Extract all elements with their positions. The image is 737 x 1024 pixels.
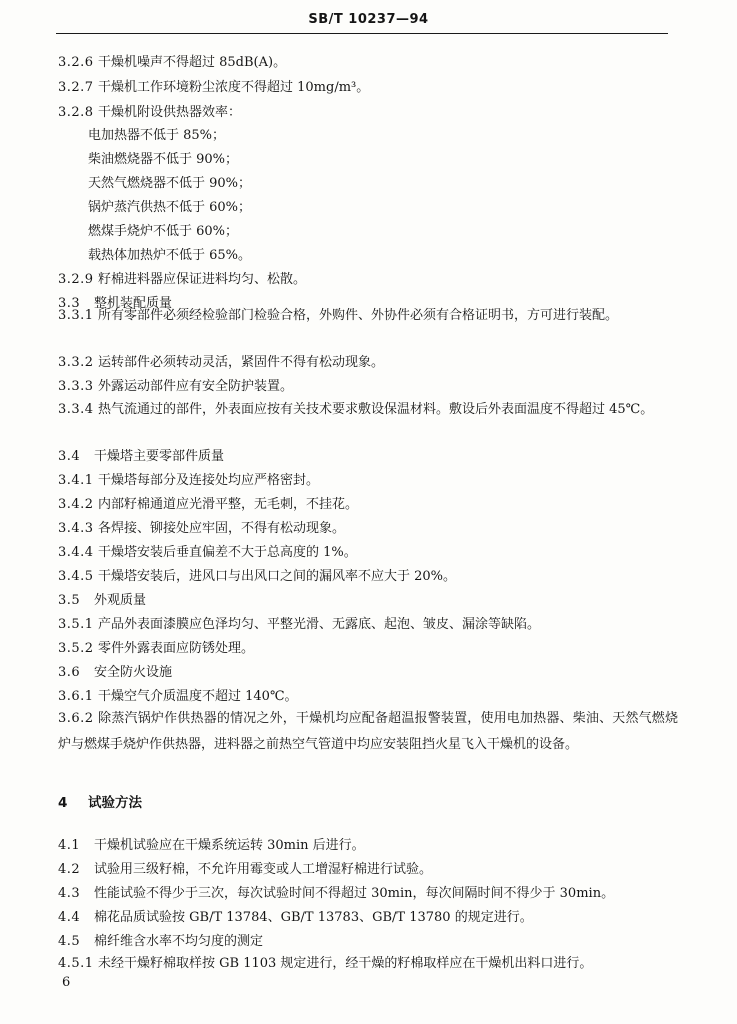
clause-text: 安全防火设施 bbox=[94, 665, 173, 680]
clause-number: 3.3 bbox=[58, 296, 81, 311]
clause-3-2-7 bbox=[58, 80, 678, 96]
clause-3-6-2 bbox=[58, 706, 678, 758]
efficiency-text: 天然气燃烧器不低于 90%； bbox=[88, 176, 252, 191]
efficiency-text: 载热体加热炉不低于 65%。 bbox=[88, 248, 252, 263]
clause-3-3-1 bbox=[58, 303, 678, 329]
clause-text: 干燥塔主要零部件质量 bbox=[94, 449, 225, 464]
clause-number: 3.4.3 bbox=[58, 521, 94, 536]
clause-number: 3.2.9 bbox=[58, 272, 94, 287]
clause-text: 干燥机试验应在干燥系统运转 30min 后进行。 bbox=[94, 838, 365, 853]
clause-3-2-6 bbox=[58, 55, 678, 71]
clause-3-3-2 bbox=[58, 355, 678, 371]
clause-text: 干燥机附设供热器效率： bbox=[98, 105, 242, 120]
clause-text: 籽棉进料器应保证进料均匀、松散。 bbox=[98, 272, 307, 287]
clause-number: 3.2.7 bbox=[58, 80, 94, 95]
clause-text: 干燥塔安装后，进风口与出风口之间的漏风率不应大于 20%。 bbox=[98, 569, 457, 584]
clause-text: 外观质量 bbox=[94, 593, 147, 608]
efficiency-item bbox=[58, 176, 708, 192]
clause-4-1 bbox=[58, 838, 678, 854]
clause-number: 3.2.6 bbox=[58, 55, 94, 70]
efficiency-item bbox=[58, 152, 708, 168]
clause-4-3 bbox=[58, 886, 678, 902]
clause-text: 产品外表面漆膜应色泽均匀、平整光滑、无露底、起泡、皱皮、漏涂等缺陷。 bbox=[98, 617, 541, 632]
clause-number: 3.4 bbox=[58, 449, 81, 464]
clause-text: 外露运动部件应有安全防护装置。 bbox=[98, 379, 294, 394]
clause-4-4 bbox=[58, 910, 678, 926]
clause-text: 运转部件必须转动灵活，紧固件不得有松动现象。 bbox=[98, 355, 385, 370]
clause-text: 未经干燥籽棉取样按 GB 1103 规定进行，经干燥的籽棉取样应在干燥机出料口进行。 bbox=[98, 956, 593, 971]
clause-text: 内部籽棉通道应光滑平整，无毛刺，不挂花。 bbox=[98, 497, 359, 512]
clause-3-2-9 bbox=[58, 272, 678, 288]
clause-3-4-4 bbox=[58, 545, 678, 561]
clause-number: 4.5 bbox=[58, 934, 81, 949]
clause-number: 3.4.4 bbox=[58, 545, 94, 560]
clause-text: 试验用三级籽棉，不允许用霉变或人工增湿籽棉进行试验。 bbox=[94, 862, 433, 877]
section-title: 试验方法 bbox=[88, 795, 142, 811]
efficiency-text: 柴油燃烧器不低于 90%； bbox=[88, 152, 239, 167]
clause-3-5 bbox=[58, 593, 678, 609]
clause-text: 热气流通过的部件，外表面应按有关技术要求敷设保温材料。敷设后外表面温度不得超过 45℃。 bbox=[98, 402, 654, 417]
clause-number: 3.6.2 bbox=[58, 711, 94, 726]
standard-header: SB/T 10237—94 bbox=[308, 12, 429, 27]
clause-3-6-1 bbox=[58, 689, 678, 705]
efficiency-text: 电加热器不低于 85%； bbox=[88, 128, 226, 143]
clause-number: 3.3.1 bbox=[58, 308, 94, 323]
clause-number: 3.5 bbox=[58, 593, 81, 608]
clause-number: 4.1 bbox=[58, 838, 81, 853]
efficiency-text: 锅炉蒸汽供热不低于 60%； bbox=[88, 200, 252, 215]
clause-number: 4.2 bbox=[58, 862, 81, 877]
clause-text: 干燥机工作环境粉尘浓度不得超过 10mg/m³。 bbox=[98, 80, 370, 95]
clause-3-2-8 bbox=[58, 105, 678, 121]
clause-text: 干燥塔安装后垂直偏差不大于总高度的 1%。 bbox=[98, 545, 357, 560]
clause-3-4-3 bbox=[58, 521, 678, 537]
clause-number: 4.5.1 bbox=[58, 956, 94, 971]
clause-3-3-3 bbox=[58, 379, 678, 395]
clause-number: 3.5.2 bbox=[58, 641, 94, 656]
clause-number: 4.3 bbox=[58, 886, 81, 901]
clause-text: 各焊接、铆接处应牢固，不得有松动现象。 bbox=[98, 521, 346, 536]
clause-number: 3.4.5 bbox=[58, 569, 94, 584]
clause-number: 3.3.4 bbox=[58, 402, 94, 417]
section-number: 4 bbox=[58, 795, 68, 811]
clause-3-4 bbox=[58, 449, 678, 465]
clause-text: 棉花品质试验按 GB/T 13784、GB/T 13783、GB/T 13780 的规定进行。 bbox=[94, 910, 533, 925]
clause-3-5-2 bbox=[58, 641, 678, 657]
clause-number: 3.3.2 bbox=[58, 355, 94, 370]
clause-number: 3.6.1 bbox=[58, 689, 94, 704]
section-4-heading bbox=[58, 795, 678, 811]
clause-text: 零件外露表面应防锈处理。 bbox=[98, 641, 255, 656]
clause-text: 整机装配质量 bbox=[94, 296, 173, 311]
page-number: 6 bbox=[62, 975, 71, 990]
efficiency-item bbox=[58, 248, 708, 264]
clause-text: 除蒸汽锅炉作供热器的情况之外，干燥机均应配备超温报警装置，使用电加热器、柴油、天然气燃烧炉与燃煤手烧炉作供热器，进料器之前热空气管道中均应安装阻挡火星飞入干燥机的设备。 bbox=[58, 711, 678, 752]
clause-number: 4.4 bbox=[58, 910, 81, 925]
clause-number: 3.4.1 bbox=[58, 473, 94, 488]
clause-3-4-5 bbox=[58, 569, 678, 585]
clause-3-4-1 bbox=[58, 473, 678, 489]
clause-text: 干燥机噪声不得超过 85dB(A)。 bbox=[98, 55, 287, 70]
header-rule bbox=[56, 33, 668, 34]
clause-number: 3.2.8 bbox=[58, 105, 94, 120]
clause-3-3-4 bbox=[58, 397, 678, 423]
clause-text: 性能试验不得少于三次，每次试验时间不得超过 30min，每次间隔时间不得少于 30min。 bbox=[94, 886, 615, 901]
efficiency-item bbox=[58, 128, 708, 144]
clause-4-5-1 bbox=[58, 956, 678, 972]
clause-number: 3.5.1 bbox=[58, 617, 94, 632]
clause-3-5-1 bbox=[58, 617, 678, 633]
clause-number: 3.4.2 bbox=[58, 497, 94, 512]
efficiency-text: 燃煤手烧炉不低于 60%； bbox=[88, 224, 239, 239]
efficiency-item bbox=[58, 200, 708, 216]
clause-3-4-2 bbox=[58, 497, 678, 513]
clause-3-6 bbox=[58, 665, 678, 681]
clause-number: 3.6 bbox=[58, 665, 81, 680]
clause-4-2 bbox=[58, 862, 678, 878]
clause-text: 所有零部件必须经检验部门检验合格，外购件、外协件必须有合格证明书，方可进行装配。 bbox=[98, 308, 619, 323]
clause-number: 3.3.3 bbox=[58, 379, 94, 394]
clause-4-5 bbox=[58, 934, 678, 950]
clause-text: 棉纤维含水率不均匀度的测定 bbox=[94, 934, 264, 949]
clause-text: 干燥塔每部分及连接处均应严格密封。 bbox=[98, 473, 320, 488]
efficiency-item bbox=[58, 224, 708, 240]
clause-text: 干燥空气介质温度不超过 140℃。 bbox=[98, 689, 298, 704]
